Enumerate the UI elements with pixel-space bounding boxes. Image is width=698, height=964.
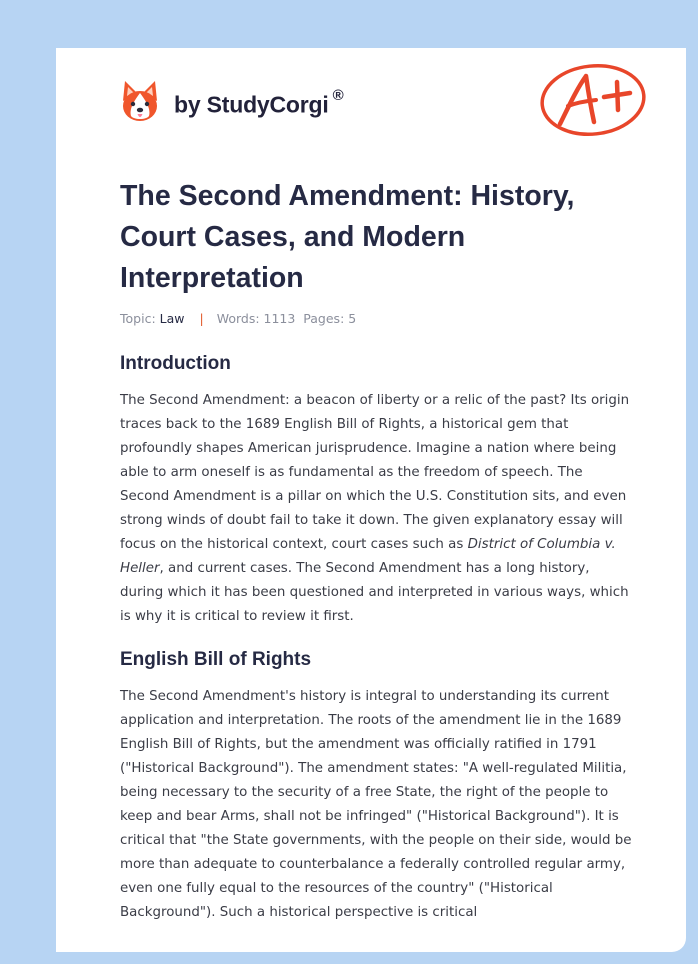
corgi-icon [120,79,160,123]
section-heading: Introduction [120,353,231,374]
essay-title: The Second Amendment: History, Court Cases, and Modern Interpretation [120,180,575,294]
section-paragraph: The Second Amendment's history is integral to understanding its current application and interpretation. The roots of the amendment lie in the 1689 English Bill of Rights, but the amendment was officially ratified in 1791 ("Historical Background"). The amendment states: "A well-regulated Militia, being necessary to the security of a free State, the right of the people to keep and bear Arms, shall not be infringed" ("Historical Background"). It is critical that "the State governments, with the people on their side, would be more than adequate to counterbalance a federally controlled regular army, even one fully equal to the resources of the country" ("Historical Background"). Such a historical perspective is critical [120,689,632,920]
pages-label: Pages: [303,311,345,326]
words-label: Words: [216,311,260,326]
a-plus-icon [538,60,650,142]
meta-separator: | [199,311,204,326]
brand-name: by StudyCorgi ® [174,87,344,118]
words-count: 1113 [263,311,296,326]
pages-count: 5 [348,311,357,326]
studycorgi-logo[interactable] [120,76,343,126]
case-name: District of Columbia v. Heller [120,537,616,576]
grade-a-plus-badge [538,60,650,146]
section-heading: English Bill of Rights [120,649,312,670]
section-paragraph: The Second Amendment: a beacon of liberty or a relic of the past? Its origin traces back to the 1689 English Bill of Rights, a historical gem that profoundly shapes American jurisprudence. Imagine a nation where being able to arm oneself is as fundamental as the freedom of speech. The Second Amendment is a pillar on which the U.S. Constitution sits, and even strong winds of doubt fail to take it down. The given explanatory essay will focus on the historical context, court cases such as District of Columbia v. Heller, and current cases. The Second Amendment has a long history, during which it has been questioned and interpreted in various ways, which is why it is critical to review it first. [120,393,630,624]
document-card [56,48,686,952]
registered-mark: ® [332,87,344,105]
topic-label: Topic: [120,311,156,326]
essay-meta [120,311,356,326]
topic-link[interactable]: Law [159,311,185,326]
essay-body [120,351,635,943]
